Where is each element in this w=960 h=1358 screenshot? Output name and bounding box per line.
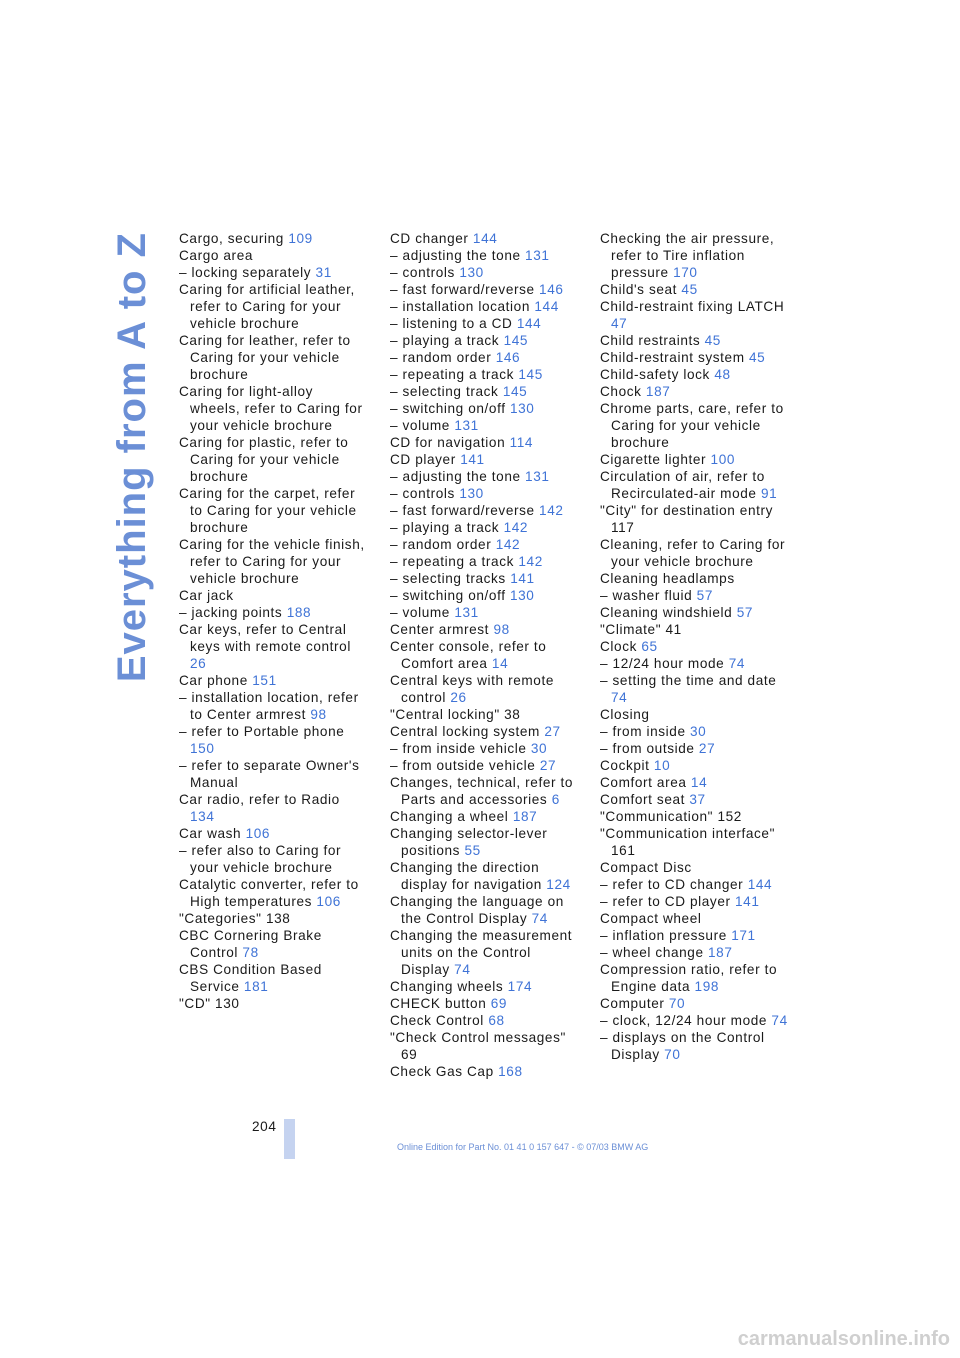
edition-note: Online Edition for Part No. 01 41 0 157 647 - © 07/03 BMW AG: [397, 1142, 649, 1152]
index-entry: [390, 672, 578, 706]
index-entry-text: – switching on/off: [390, 588, 510, 603]
index-entry-text: – wheel change: [600, 945, 709, 960]
page-reference-link[interactable]: 170: [673, 265, 698, 280]
index-entry: [600, 791, 788, 808]
page-reference-link[interactable]: 145: [502, 384, 528, 399]
index-entry-text: Cargo, securing: [179, 231, 289, 246]
index-entry-text: Catalytic converter, refer to High temperatures: [179, 877, 364, 909]
index-entry-text: Caring for plastic, refer to Caring for your vehicle brochure: [179, 435, 353, 484]
index-entry-text: – listening to a CD: [390, 316, 517, 331]
index-entry: [600, 910, 788, 927]
page-reference-link[interactable]: 145: [503, 333, 529, 348]
index-entry-text: – from outside: [600, 741, 699, 756]
index-entry: [390, 808, 578, 825]
page-reference-link[interactable]: 114: [509, 435, 534, 450]
index-entry-text: Center armrest: [390, 622, 494, 637]
index-entry-text: "Communication interface" 161: [600, 826, 780, 858]
page-reference-link[interactable]: 91: [760, 486, 778, 501]
index-entry: [390, 417, 578, 434]
index-entry: [179, 825, 367, 842]
index-entry-text: Changing the language on the Control Display: [390, 894, 569, 926]
index-entry-text: – fast forward/reverse: [390, 503, 540, 518]
index-entry-text: – repeating a track: [390, 367, 519, 382]
page-reference-link[interactable]: 55: [464, 843, 481, 858]
page-reference-link[interactable]: 6: [551, 792, 560, 807]
index-entry: [600, 893, 788, 910]
page-reference-link[interactable]: 174: [507, 979, 533, 994]
index-entry-text: CBS Condition Based Service: [179, 962, 327, 994]
index-entry: [600, 961, 788, 995]
index-entry: [390, 519, 578, 536]
page-reference-link[interactable]: 150: [190, 741, 215, 756]
index-entry: [179, 757, 367, 791]
page-reference-link[interactable]: 45: [681, 282, 698, 297]
index-entry-text: Chrome parts, care, refer to Caring for your vehicle brochure: [600, 401, 789, 450]
index-entry-text: Car jack: [179, 588, 234, 603]
index-entry: [390, 723, 578, 740]
index-entry-text: CD for navigation: [390, 435, 510, 450]
index-entry: [179, 281, 367, 332]
page-reference-link[interactable]: 141: [460, 452, 485, 467]
index-entry: [390, 570, 578, 587]
page-reference-link[interactable]: 145: [518, 367, 543, 382]
section-title: Everything from A to Z: [110, 232, 154, 683]
index-entry-text: – locking separately: [179, 265, 316, 280]
page-reference-link[interactable]: 141: [735, 894, 760, 909]
page-reference-link[interactable]: 70: [664, 1047, 681, 1062]
index-entry: [179, 434, 367, 485]
index-entry-text: Changing wheels: [390, 979, 508, 994]
index-entry: [600, 774, 788, 791]
index-entry: [179, 536, 370, 587]
index-entry: [600, 604, 788, 621]
index-entry-text: Car radio, refer to Radio: [179, 792, 345, 807]
index-entry-text: Changing a wheel: [390, 809, 513, 824]
index-entry-text: Central keys with remote control: [390, 673, 559, 705]
index-entry-text: – controls: [390, 265, 460, 280]
index-entry: [390, 366, 578, 383]
index-entry: [390, 247, 578, 264]
index-entry-text: – from inside: [600, 724, 690, 739]
index-entry: [179, 876, 367, 910]
index-entry-text: – refer to CD changer: [600, 877, 748, 892]
page-reference-link[interactable]: 57: [736, 605, 754, 620]
page-reference-link[interactable]: 144: [516, 316, 542, 331]
page-reference-link[interactable]: 130: [509, 401, 535, 416]
index-entry-text: Changing the direction display for navigation: [390, 860, 547, 892]
index-entry-text: – inflation pressure: [600, 928, 732, 943]
index-entry-text: – from inside vehicle: [390, 741, 531, 756]
page-reference-link[interactable]: 69: [490, 996, 508, 1011]
index-entry: [179, 927, 367, 961]
index-entry-text: – repeating a track: [390, 554, 519, 569]
page-reference-link[interactable]: 141: [510, 571, 535, 586]
index-entry-text: – refer to Portable phone: [179, 724, 349, 739]
index-entry-text: – selecting tracks: [390, 571, 511, 586]
page-reference-link[interactable]: 98: [310, 707, 327, 722]
page-reference-link[interactable]: 146: [539, 282, 564, 297]
page-reference-link[interactable]: 45: [749, 350, 766, 365]
index-entry: [179, 587, 367, 604]
index-entry: [179, 995, 367, 1012]
index-entry-text: Changes, technical, refer to Parts and accessories: [390, 775, 578, 807]
index-entry-text: – jacking points: [179, 605, 287, 620]
index-entry: [179, 247, 367, 264]
index-entry-text: Compression ratio, refer to Engine data: [600, 962, 782, 994]
index-entry: [390, 859, 578, 893]
index-entry-text: – clock, 12/24 hour mode: [600, 1013, 772, 1028]
index-entry: [390, 774, 578, 808]
index-entry: [600, 502, 788, 536]
index-entry: [600, 944, 788, 961]
index-entry-text: CD player: [390, 452, 461, 467]
index-entry: [390, 621, 578, 638]
page-reference-link[interactable]: 27: [698, 741, 716, 756]
page-reference-link[interactable]: 130: [459, 265, 484, 280]
index-entry-text: Cleaning windshield: [600, 605, 737, 620]
index-entry-text: – refer also to Caring for your vehicle brochure: [179, 843, 346, 875]
page-reference-link[interactable]: 30: [690, 724, 707, 739]
page-reference-link[interactable]: 130: [459, 486, 484, 501]
index-entry: [179, 485, 367, 536]
index-entry: [600, 587, 788, 604]
page-reference-link[interactable]: 146: [495, 350, 521, 365]
page-reference-link[interactable]: 144: [472, 231, 498, 246]
index-entry-text: "Categories" 138: [179, 911, 291, 926]
page-reference-link[interactable]: 48: [714, 367, 731, 382]
index-entry-text: – volume: [390, 418, 455, 433]
page-reference-link[interactable]: 142: [539, 503, 564, 518]
index-entry: [390, 468, 578, 485]
index-entry: [390, 893, 578, 927]
page-reference-link[interactable]: 130: [509, 588, 535, 603]
index-entry: [179, 264, 367, 281]
index-entry-text: Car wash: [179, 826, 246, 841]
index-entry: [600, 451, 788, 468]
index-entry: [179, 791, 367, 825]
index-entry: [390, 230, 578, 247]
index-entry-text: "CD" 130: [179, 996, 240, 1011]
index-entry-text: – adjusting the tone: [390, 469, 526, 484]
index-entry-text: – random order: [390, 537, 496, 552]
index-entry: [179, 723, 367, 757]
page-reference-link[interactable]: 124: [546, 877, 571, 892]
index-entry: [390, 1029, 578, 1063]
index-entry-text: Check Control: [390, 1013, 489, 1028]
index-entry: [600, 825, 788, 859]
page-reference-link[interactable]: 142: [518, 554, 543, 569]
page-number: 204: [252, 1119, 277, 1134]
index-entry-text: Comfort seat: [600, 792, 690, 807]
index-entry: [179, 672, 367, 689]
index-entry: [390, 332, 578, 349]
index-entry-text: CBC Cornering Brake Control: [179, 928, 327, 960]
page-reference-link[interactable]: 45: [704, 333, 721, 348]
page-reference-link[interactable]: 100: [710, 452, 736, 467]
index-entry: [390, 451, 578, 468]
page-reference-link[interactable]: 134: [190, 809, 215, 824]
index-entry: [179, 230, 367, 247]
index-entry: [600, 383, 788, 400]
index-entry-text: Child restraints: [600, 333, 705, 348]
index-entry-text: – playing a track: [390, 333, 504, 348]
index-entry: [390, 434, 578, 451]
index-entry: [600, 706, 788, 723]
index-entry-text: "Check Control messages" 69: [390, 1030, 571, 1062]
index-entry: [600, 808, 788, 825]
index-entry: [390, 927, 578, 978]
index-entry-text: – washer fluid: [600, 588, 697, 603]
page-reference-link[interactable]: 131: [525, 469, 550, 484]
index-entry: [179, 383, 367, 434]
page-reference-link[interactable]: 70: [668, 996, 686, 1011]
index-entry-text: "Communication" 152: [600, 809, 742, 824]
index-entry: [600, 740, 788, 757]
page-reference-link[interactable]: 14: [690, 775, 708, 790]
page-reference-link[interactable]: 74: [728, 656, 746, 671]
index-entry-text: Comfort area: [600, 775, 691, 790]
index-entry-text: – random order: [390, 350, 496, 365]
index-entry-text: Computer: [600, 996, 669, 1011]
index-entry-text: Cockpit: [600, 758, 654, 773]
page-reference-link[interactable]: 187: [512, 809, 538, 824]
index-entry: [179, 842, 367, 876]
index-entry-text: Changing the measurement units on the Control Display: [390, 928, 577, 977]
page-reference-link[interactable]: 27: [544, 724, 561, 739]
index-entry: [390, 1063, 578, 1080]
index-entry: [600, 655, 788, 672]
index-entry: [390, 638, 578, 672]
index-entry-text: Car keys, refer to Central keys with remote control: [179, 622, 356, 654]
index-entry-text: – refer to separate Owner's Manual: [179, 758, 364, 790]
index-entry: [179, 689, 367, 723]
index-entry-text: Cleaning, refer to Caring for your vehicle brochure: [600, 537, 790, 569]
accent-bar: [284, 1119, 295, 1159]
index-entry-text: Car phone: [179, 673, 253, 688]
index-column-1: [179, 230, 370, 1012]
index-entry-text: Caring for the vehicle finish, refer to Caring for your vehicle brochure: [179, 537, 370, 586]
index-entry: [179, 910, 367, 927]
page-reference-link[interactable]: 74: [531, 911, 548, 926]
index-entry-text: Child-restraint fixing LATCH: [600, 299, 789, 314]
index-entry: [600, 927, 788, 944]
index-entry-text: – controls: [390, 486, 460, 501]
index-entry: [390, 315, 578, 332]
index-entry-text: – fast forward/reverse: [390, 282, 540, 297]
index-entry: [179, 332, 367, 383]
index-entry: [600, 298, 788, 332]
page-reference-link[interactable]: 106: [316, 894, 341, 909]
page-reference-link[interactable]: 198: [694, 979, 720, 994]
index-entry: [390, 281, 578, 298]
index-entry-text: – refer to CD player: [600, 894, 735, 909]
index-entry-text: Caring for light-alloy wheels, refer to Caring for your vehicle brochure: [179, 384, 367, 433]
index-entry-text: Checking the air pressure, refer to Tire inflation pressure: [600, 231, 779, 280]
index-entry: [390, 502, 578, 519]
index-entry: [600, 757, 788, 774]
index-entry: [390, 349, 578, 366]
page-reference-link[interactable]: 31: [315, 265, 332, 280]
watermark: carmanualsonline.info: [737, 1328, 950, 1350]
index-entry: [600, 995, 788, 1012]
index-entry: [600, 468, 788, 502]
page-reference-link[interactable]: 78: [242, 945, 259, 960]
index-entry: [390, 485, 578, 502]
index-entry: [600, 1029, 788, 1063]
page-reference-link[interactable]: 168: [498, 1064, 523, 1079]
index-entry-text: Compact wheel: [600, 911, 702, 926]
index-entry-text: Chock: [600, 384, 646, 399]
page-reference-link[interactable]: 131: [454, 605, 479, 620]
index-entry-text: Child-safety lock: [600, 367, 715, 382]
index-entry-text: "Climate" 41: [600, 622, 682, 637]
index-entry: [390, 587, 578, 604]
index-entry: [600, 859, 788, 876]
page-reference-link[interactable]: 98: [493, 622, 510, 637]
index-entry-text: "Central locking" 38: [390, 707, 521, 722]
index-entry: [600, 876, 788, 893]
page-reference-link[interactable]: 74: [611, 690, 628, 705]
index-entry: [179, 621, 367, 672]
index-entry-text: Circulation of air, refer to Recirculated-air mode: [600, 469, 770, 501]
page-reference-link[interactable]: 181: [243, 979, 269, 994]
index-entry-text: Center console, refer to Comfort area: [390, 639, 551, 671]
index-entry-text: Caring for leather, refer to Caring for your vehicle brochure: [179, 333, 356, 382]
index-entry: [179, 961, 367, 995]
page-reference-link[interactable]: 144: [747, 877, 773, 892]
index-entry: [600, 621, 788, 638]
page-reference-link[interactable]: 65: [641, 639, 658, 654]
index-entry: [390, 1012, 578, 1029]
index-entry: [600, 400, 788, 451]
index-entry: [390, 298, 578, 315]
index-entry-text: Clock: [600, 639, 642, 654]
index-entry: [390, 383, 578, 400]
index-entry: [390, 825, 578, 859]
page-reference-link[interactable]: 109: [288, 231, 313, 246]
page-reference-link[interactable]: 74: [771, 1013, 788, 1028]
page-reference-link[interactable]: 74: [454, 962, 471, 977]
index-entry-text: Cleaning headlamps: [600, 571, 735, 586]
index-entry: [600, 638, 788, 655]
index-entry-text: – displays on the Control Display: [600, 1030, 770, 1062]
page-reference-link[interactable]: 144: [534, 299, 559, 314]
index-entry-text: Closing: [600, 707, 650, 722]
page-reference-link[interactable]: 187: [708, 945, 733, 960]
index-entry-text: – from outside vehicle: [390, 758, 540, 773]
index-entry-text: – playing a track: [390, 520, 504, 535]
page-reference-link[interactable]: 187: [645, 384, 671, 399]
index-entry-text: Central locking system: [390, 724, 545, 739]
page-reference-link[interactable]: 26: [450, 690, 467, 705]
index-entry-text: CD changer: [390, 231, 473, 246]
index-entry: [600, 723, 788, 740]
page-reference-link[interactable]: 131: [525, 248, 550, 263]
index-entry-text: – setting the time and date: [600, 673, 781, 688]
index-entry: [600, 570, 788, 587]
page-reference-link[interactable]: 131: [454, 418, 479, 433]
index-entry: [600, 672, 788, 706]
index-entry: [390, 757, 578, 774]
index-entry-text: Caring for artificial leather, refer to Caring for your vehicle brochure: [179, 282, 360, 331]
index-entry-text: – volume: [390, 605, 455, 620]
index-entry: [390, 978, 578, 995]
index-entry: [390, 604, 578, 621]
index-entry: [600, 332, 788, 349]
index-entry-text: CHECK button: [390, 996, 491, 1011]
index-entry-text: – adjusting the tone: [390, 248, 526, 263]
page-reference-link[interactable]: 142: [495, 537, 521, 552]
index-column-3: [600, 230, 788, 1063]
index-entry: [390, 995, 578, 1012]
index-entry-text: "City" for destination entry 117: [600, 503, 778, 535]
page-reference-link[interactable]: 47: [611, 316, 628, 331]
page-reference-link[interactable]: 171: [731, 928, 756, 943]
page-reference-link[interactable]: 10: [653, 758, 671, 773]
index-entry: [600, 1012, 788, 1029]
index-entry: [600, 536, 788, 570]
page-reference-link[interactable]: 14: [491, 656, 509, 671]
index-entry-text: – 12/24 hour mode: [600, 656, 729, 671]
index-entry: [390, 553, 578, 570]
page-reference-link[interactable]: 57: [696, 588, 713, 603]
index-entry: [390, 536, 578, 553]
index-entry-text: – selecting track: [390, 384, 503, 399]
page-reference-link[interactable]: 142: [503, 520, 529, 535]
index-column-2: [390, 230, 578, 1080]
index-entry: [390, 740, 578, 757]
index-entry: [390, 706, 578, 723]
page-reference-link[interactable]: 37: [689, 792, 706, 807]
index-entry-text: Compact Disc: [600, 860, 692, 875]
index-entry: [179, 604, 367, 621]
page-reference-link[interactable]: 188: [286, 605, 312, 620]
index-entry-text: Caring for the carpet, refer to Caring for your vehicle brochure: [179, 486, 362, 535]
index-entry: [390, 264, 578, 281]
index-entry-text: Check Gas Cap: [390, 1064, 499, 1079]
index-entry-text: Cargo area: [179, 248, 254, 263]
index-entry: [600, 366, 788, 383]
index-entry-text: Child-restraint system: [600, 350, 750, 365]
page-reference-link[interactable]: 151: [252, 673, 277, 688]
index-entry: [600, 230, 788, 281]
index-entry-text: Cigarette lighter: [600, 452, 711, 467]
page-reference-link[interactable]: 30: [530, 741, 548, 756]
index-entry-text: – installation location: [390, 299, 535, 314]
index-entry-text: Child's seat: [600, 282, 682, 297]
page-reference-link[interactable]: 27: [539, 758, 557, 773]
index-entry: [600, 349, 788, 366]
page-reference-link[interactable]: 26: [190, 656, 207, 671]
index-entry-text: – switching on/off: [390, 401, 510, 416]
page-reference-link[interactable]: 106: [245, 826, 271, 841]
index-entry: [390, 400, 578, 417]
index-entry-text: – installation location, refer to Center armrest: [179, 690, 364, 722]
index-entry-text: Changing selector-lever positions: [390, 826, 552, 858]
index-entry: [600, 281, 788, 298]
page-reference-link[interactable]: 68: [488, 1013, 505, 1028]
